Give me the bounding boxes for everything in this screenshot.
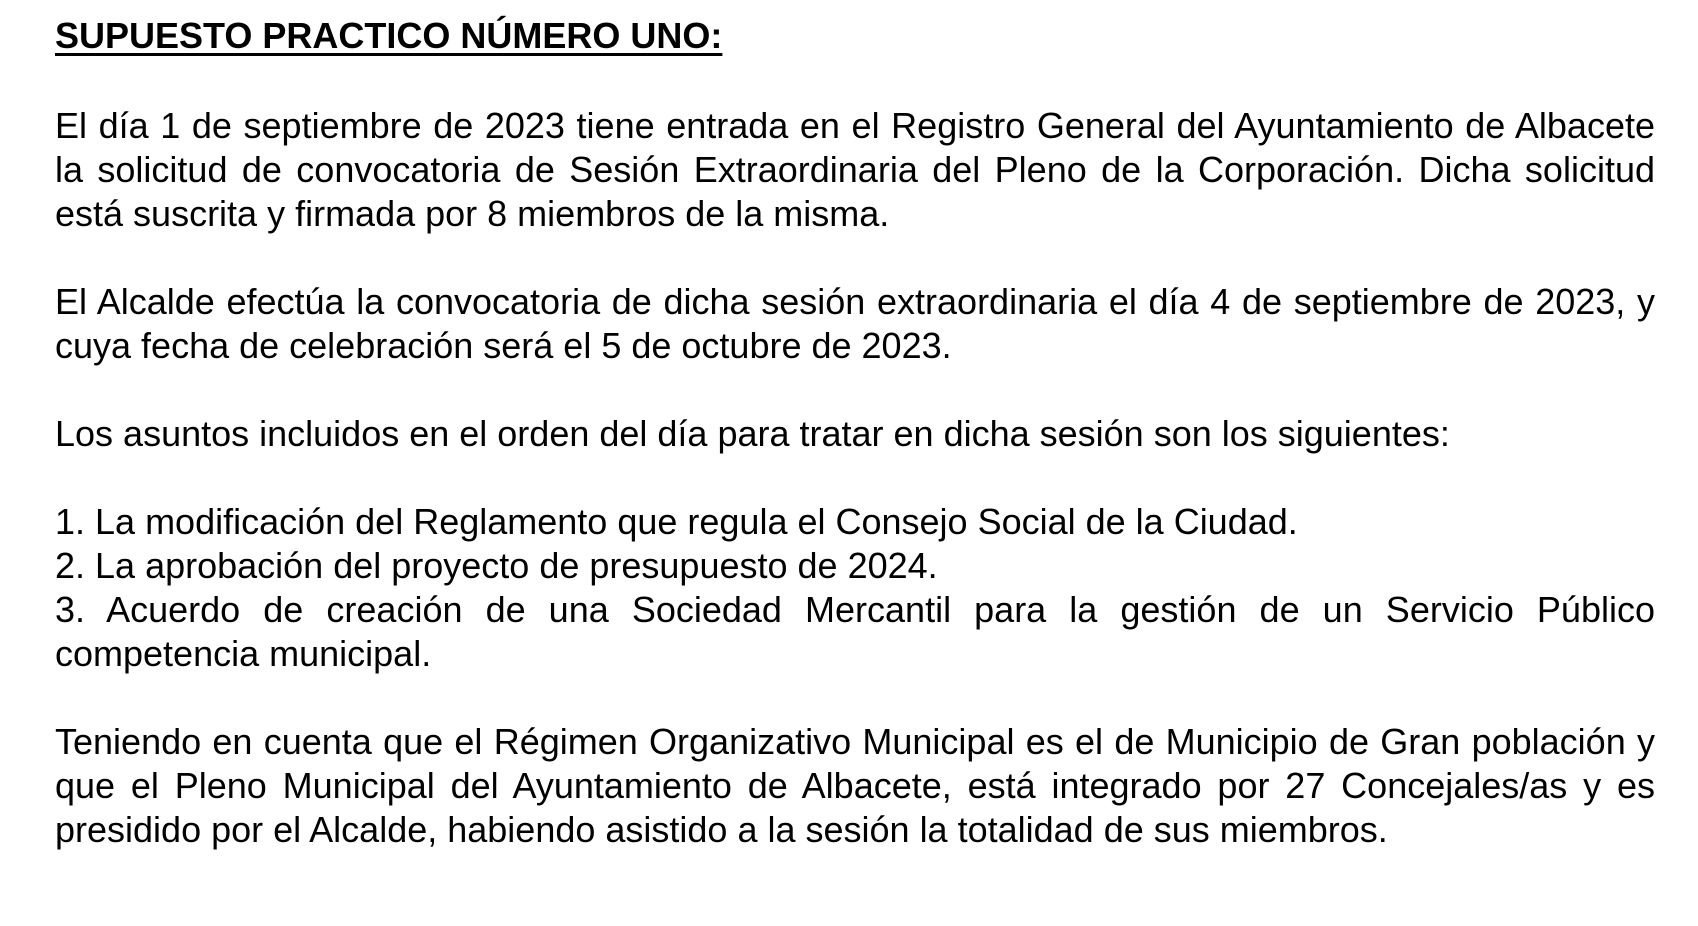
document-page [55, 12, 1655, 852]
spacer [55, 60, 1655, 104]
paragraph-asuntos-intro: Los asuntos incluidos en el orden del día para tratar en dicha sesión son los siguientes: [55, 413, 1450, 454]
paragraph-pleno: Teniendo en cuenta que el Régimen Organizativo Municipal es el de Municipio de Gran población y que el Pleno Municipal del Ayuntamiento de Albacete, está integrado por 27 Concejales/as y es presidido por el Alcalde, habiendo asistido a la sesión la totalidad de sus miembros. [55, 721, 1655, 850]
paragraph-registro: El día 1 de septiembre de 2023 tiene entrada en el Registro General del Ayuntamiento de Albacete la solicitud de convocatoria de Sesión Extraordinaria del Pleno de la Corporación. Dicha solicitud está suscrita y firmada por 8 miembros de la misma. [55, 105, 1655, 234]
agenda-item: 1. La modificación del Reglamento que regula el Consejo Social de la Ciudad. [55, 501, 1298, 542]
agenda-item: 3. Acuerdo de creación de una Sociedad Mercantil para la gestión de un Servicio Público competencia municipal. [55, 589, 1655, 674]
agenda-item: 2. La aprobación del proyecto de presupuesto de 2024. [55, 545, 938, 586]
spacer [55, 368, 1655, 412]
spacer [55, 236, 1655, 280]
agenda-list [55, 500, 1655, 676]
spacer [55, 676, 1655, 720]
spacer [55, 456, 1655, 500]
paragraph-convocatoria: El Alcalde efectúa la convocatoria de dicha sesión extraordinaria el día 4 de septiembre de 2023, y cuya fecha de celebración será el 5 de octubre de 2023. [55, 281, 1655, 366]
document-title: SUPUESTO PRACTICO NÚMERO UNO: [55, 15, 723, 56]
